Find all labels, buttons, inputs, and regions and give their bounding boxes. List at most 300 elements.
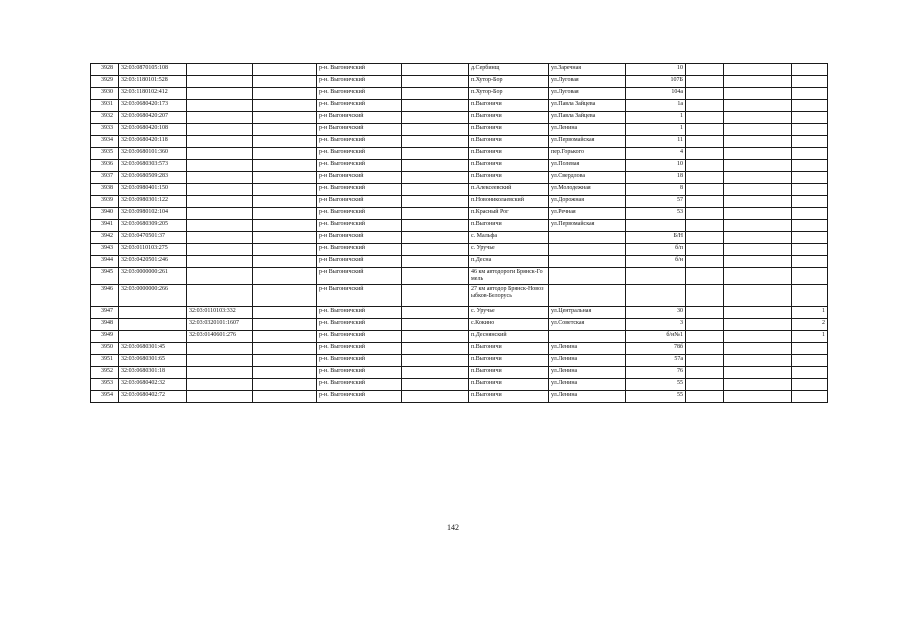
cadastral-number-alt-cell <box>187 88 253 100</box>
region-cell: р-н. Выгоничский <box>317 208 402 220</box>
cadastral-number-cell: 32:03:0680420:173 <box>119 100 187 112</box>
empty-cell <box>253 232 317 244</box>
settlement-cell: д.Сербинщ <box>469 64 549 76</box>
empty-cell <box>686 268 724 285</box>
cadastral-number-cell: 32:03:0000000:266 <box>119 285 187 307</box>
cadastral-number-alt-cell <box>187 64 253 76</box>
street-cell: ул.Павла Зайцева <box>549 100 626 112</box>
table-row <box>91 343 828 355</box>
region-cell: р-н Выгоничский <box>317 172 402 184</box>
table-row <box>91 136 828 148</box>
property-register-table <box>90 63 828 403</box>
empty-cell <box>686 220 724 232</box>
table-row <box>91 208 828 220</box>
row-number-cell: 3952 <box>91 367 119 379</box>
house-number-cell: 10 <box>626 160 686 172</box>
empty-cell <box>402 268 469 285</box>
row-number-cell: 3945 <box>91 268 119 285</box>
empty-cell <box>402 124 469 136</box>
house-number-cell <box>626 220 686 232</box>
cadastral-number-alt-cell <box>187 172 253 184</box>
table-row <box>91 88 828 100</box>
cadastral-number-alt-cell <box>187 379 253 391</box>
settlement-cell: п.Новониколаевский <box>469 196 549 208</box>
extra-value-cell: 1 <box>792 307 828 319</box>
table-row <box>91 319 828 331</box>
empty-cell <box>724 100 792 112</box>
empty-cell <box>402 64 469 76</box>
empty-cell <box>402 112 469 124</box>
cadastral-number-cell: 32:03:0420501:246 <box>119 256 187 268</box>
extra-value-cell <box>792 76 828 88</box>
street-cell: ул.Первомайская <box>549 220 626 232</box>
street-cell <box>549 268 626 285</box>
house-number-cell: 1 <box>626 112 686 124</box>
empty-cell <box>686 184 724 196</box>
row-number-cell: 3951 <box>91 355 119 367</box>
empty-cell <box>253 343 317 355</box>
settlement-cell: с. Уручье <box>469 307 549 319</box>
row-number-cell: 3947 <box>91 307 119 319</box>
empty-cell <box>724 331 792 343</box>
settlement-cell: п.Десна <box>469 256 549 268</box>
house-number-cell: 57 <box>626 196 686 208</box>
settlement-cell: п.Хутор-Бор <box>469 88 549 100</box>
house-number-cell: 4 <box>626 148 686 160</box>
house-number-cell: 8 <box>626 184 686 196</box>
empty-cell <box>686 256 724 268</box>
street-cell: пер.Горького <box>549 148 626 160</box>
row-number-cell: 3938 <box>91 184 119 196</box>
table-row <box>91 268 828 285</box>
house-number-cell: 57а <box>626 355 686 367</box>
cadastral-number-alt-cell <box>187 148 253 160</box>
settlement-cell: п.Выгоничи <box>469 343 549 355</box>
street-cell <box>549 244 626 256</box>
house-number-cell: Б/Н <box>626 232 686 244</box>
street-cell: ул.Ленина <box>549 367 626 379</box>
extra-value-cell <box>792 256 828 268</box>
empty-cell <box>253 148 317 160</box>
house-number-cell: 107Б <box>626 76 686 88</box>
street-cell: ул.Луговая <box>549 88 626 100</box>
settlement-cell: п.Выгоничи <box>469 379 549 391</box>
empty-cell <box>724 112 792 124</box>
settlement-cell: п.Выгоничи <box>469 100 549 112</box>
region-cell: р-н. Выгоничский <box>317 88 402 100</box>
row-number-cell: 3953 <box>91 379 119 391</box>
empty-cell <box>686 307 724 319</box>
cadastral-number-cell: 32:03:0680509:283 <box>119 172 187 184</box>
empty-cell <box>253 367 317 379</box>
empty-cell <box>402 379 469 391</box>
cadastral-number-cell: 32:03:0680420:108 <box>119 124 187 136</box>
empty-cell <box>686 379 724 391</box>
empty-cell <box>724 379 792 391</box>
region-cell: р-н Выгоничский <box>317 196 402 208</box>
cadastral-number-alt-cell <box>187 160 253 172</box>
region-cell: р-н. Выгоничский <box>317 220 402 232</box>
house-number-cell: 55 <box>626 391 686 403</box>
empty-cell <box>686 124 724 136</box>
empty-cell <box>724 196 792 208</box>
extra-value-cell <box>792 343 828 355</box>
table-row <box>91 367 828 379</box>
extra-value-cell: 2 <box>792 319 828 331</box>
cadastral-number-alt-cell <box>187 196 253 208</box>
row-number-cell: 3941 <box>91 220 119 232</box>
empty-cell <box>253 172 317 184</box>
region-cell: р-н Выгоничский <box>317 124 402 136</box>
row-number-cell: 3930 <box>91 88 119 100</box>
row-number-cell: 3948 <box>91 319 119 331</box>
street-cell <box>549 256 626 268</box>
empty-cell <box>686 319 724 331</box>
extra-value-cell <box>792 184 828 196</box>
empty-cell <box>402 220 469 232</box>
cadastral-number-alt-cell <box>187 244 253 256</box>
empty-cell <box>253 208 317 220</box>
house-number-cell: 104а <box>626 88 686 100</box>
empty-cell <box>724 172 792 184</box>
region-cell: р-н. Выгоничский <box>317 367 402 379</box>
house-number-cell: 76 <box>626 367 686 379</box>
extra-value-cell <box>792 148 828 160</box>
settlement-cell: п.Выгоничи <box>469 367 549 379</box>
table-row <box>91 172 828 184</box>
street-cell: ул.Ленина <box>549 124 626 136</box>
empty-cell <box>402 307 469 319</box>
extra-value-cell <box>792 244 828 256</box>
cadastral-number-cell: 32:03:0680402:32 <box>119 379 187 391</box>
cadastral-number-cell: 32:03:0680420:118 <box>119 136 187 148</box>
extra-value-cell <box>792 160 828 172</box>
cadastral-number-alt-cell <box>187 391 253 403</box>
empty-cell <box>253 244 317 256</box>
house-number-cell: 30 <box>626 307 686 319</box>
empty-cell <box>686 64 724 76</box>
empty-cell <box>724 124 792 136</box>
empty-cell <box>402 244 469 256</box>
cadastral-number-cell: 32:03:0680420:207 <box>119 112 187 124</box>
settlement-cell: с.Кокино <box>469 319 549 331</box>
empty-cell <box>253 220 317 232</box>
empty-cell <box>724 208 792 220</box>
empty-cell <box>686 88 724 100</box>
empty-cell <box>724 220 792 232</box>
cadastral-number-cell <box>119 307 187 319</box>
empty-cell <box>402 285 469 307</box>
empty-cell <box>724 148 792 160</box>
empty-cell <box>402 256 469 268</box>
cadastral-number-cell: 32:03:0680303:573 <box>119 160 187 172</box>
empty-cell <box>724 367 792 379</box>
extra-value-cell <box>792 285 828 307</box>
street-cell: ул.Ленина <box>549 343 626 355</box>
settlement-cell: п.Выгоничи <box>469 136 549 148</box>
cadastral-number-alt-cell <box>187 256 253 268</box>
settlement-cell: п.Выгоничи <box>469 355 549 367</box>
extra-value-cell <box>792 136 828 148</box>
row-number-cell: 3943 <box>91 244 119 256</box>
extra-value-cell <box>792 232 828 244</box>
street-cell: ул.Ленина <box>549 379 626 391</box>
extra-value-cell <box>792 355 828 367</box>
empty-cell <box>686 208 724 220</box>
empty-cell <box>253 355 317 367</box>
settlement-cell: п.Выгоничи <box>469 172 549 184</box>
empty-cell <box>686 244 724 256</box>
table-row <box>91 100 828 112</box>
extra-value-cell <box>792 367 828 379</box>
house-number-cell: 1а <box>626 100 686 112</box>
cadastral-number-cell <box>119 331 187 343</box>
empty-cell <box>402 160 469 172</box>
settlement-cell: с. Уручье <box>469 244 549 256</box>
cadastral-number-cell: 32:03:0980301:122 <box>119 196 187 208</box>
street-cell: ул.Советская <box>549 319 626 331</box>
row-number-cell: 3954 <box>91 391 119 403</box>
empty-cell <box>253 160 317 172</box>
empty-cell <box>402 172 469 184</box>
cadastral-number-cell: 32:03:0680301:18 <box>119 367 187 379</box>
empty-cell <box>253 136 317 148</box>
cadastral-number-alt-cell: 32:03:0110103:332 <box>187 307 253 319</box>
cadastral-number-cell: 32:03:0680402:72 <box>119 391 187 403</box>
table-row <box>91 64 828 76</box>
cadastral-number-cell: 32:03:0980102:104 <box>119 208 187 220</box>
empty-cell <box>253 196 317 208</box>
cadastral-number-alt-cell <box>187 208 253 220</box>
region-cell: р-н. Выгоничский <box>317 331 402 343</box>
empty-cell <box>253 100 317 112</box>
empty-cell <box>402 331 469 343</box>
table-row <box>91 220 828 232</box>
region-cell: р-н. Выгоничский <box>317 391 402 403</box>
empty-cell <box>686 160 724 172</box>
settlement-cell: п.Выгоничи <box>469 220 549 232</box>
street-cell: ул.Центральная <box>549 307 626 319</box>
table-row <box>91 307 828 319</box>
empty-cell <box>686 196 724 208</box>
extra-value-cell: 1 <box>792 331 828 343</box>
house-number-cell <box>626 285 686 307</box>
extra-value-cell <box>792 208 828 220</box>
table-row <box>91 232 828 244</box>
empty-cell <box>402 76 469 88</box>
settlement-cell: п.Хутор-Бор <box>469 76 549 88</box>
cadastral-number-alt-cell: 32:03:0140601:276 <box>187 331 253 343</box>
empty-cell <box>686 343 724 355</box>
empty-cell <box>724 391 792 403</box>
empty-cell <box>253 331 317 343</box>
house-number-cell: 18 <box>626 172 686 184</box>
empty-cell <box>402 355 469 367</box>
house-number-cell: б/н <box>626 256 686 268</box>
house-number-cell: 11 <box>626 136 686 148</box>
row-number-cell: 3946 <box>91 285 119 307</box>
cadastral-number-cell: 32:03:0680301:65 <box>119 355 187 367</box>
cadastral-number-alt-cell <box>187 100 253 112</box>
settlement-cell: п.Деснянский <box>469 331 549 343</box>
street-cell: ул.Дорожная <box>549 196 626 208</box>
empty-cell <box>253 379 317 391</box>
cadastral-number-alt-cell <box>187 367 253 379</box>
settlement-cell: п.Выгоничи <box>469 391 549 403</box>
row-number-cell: 3937 <box>91 172 119 184</box>
cadastral-number-alt-cell <box>187 124 253 136</box>
empty-cell <box>402 391 469 403</box>
street-cell: ул.Луговая <box>549 76 626 88</box>
empty-cell <box>724 244 792 256</box>
cadastral-number-alt-cell <box>187 136 253 148</box>
empty-cell <box>724 343 792 355</box>
empty-cell <box>724 160 792 172</box>
empty-cell <box>724 88 792 100</box>
cadastral-number-alt-cell <box>187 76 253 88</box>
empty-cell <box>724 184 792 196</box>
empty-cell <box>402 184 469 196</box>
empty-cell <box>402 88 469 100</box>
row-number-cell: 3935 <box>91 148 119 160</box>
empty-cell <box>253 319 317 331</box>
empty-cell <box>253 391 317 403</box>
row-number-cell: 3944 <box>91 256 119 268</box>
extra-value-cell <box>792 220 828 232</box>
street-cell <box>549 331 626 343</box>
cadastral-number-cell: 32:03:1180101:528 <box>119 76 187 88</box>
table-row <box>91 148 828 160</box>
house-number-cell: 1 <box>626 124 686 136</box>
extra-value-cell <box>792 379 828 391</box>
empty-cell <box>686 391 724 403</box>
empty-cell <box>402 232 469 244</box>
extra-value-cell <box>792 112 828 124</box>
cadastral-number-cell: 32:03:0470501:37 <box>119 232 187 244</box>
cadastral-number-alt-cell <box>187 285 253 307</box>
empty-cell <box>686 112 724 124</box>
region-cell: р-н. Выгоничский <box>317 343 402 355</box>
region-cell: р-н Выгоничский <box>317 285 402 307</box>
house-number-cell: б/п <box>626 244 686 256</box>
table-row <box>91 196 828 208</box>
empty-cell <box>253 184 317 196</box>
empty-cell <box>402 136 469 148</box>
table-row <box>91 244 828 256</box>
region-cell: р-н. Выгоничский <box>317 379 402 391</box>
table-row <box>91 124 828 136</box>
empty-cell <box>724 76 792 88</box>
cadastral-number-cell: 32:03:0980401:150 <box>119 184 187 196</box>
region-cell: р-н Выгоничский <box>317 232 402 244</box>
settlement-cell: п.Выгоничи <box>469 112 549 124</box>
empty-cell <box>686 285 724 307</box>
cadastral-number-alt-cell <box>187 112 253 124</box>
street-cell <box>549 285 626 307</box>
region-cell: р-н Выгоничский <box>317 268 402 285</box>
row-number-cell: 3928 <box>91 64 119 76</box>
cadastral-number-cell: 32:03:0870105:108 <box>119 64 187 76</box>
region-cell: р-н Выгоничский <box>317 256 402 268</box>
table-row <box>91 256 828 268</box>
empty-cell <box>402 319 469 331</box>
cadastral-number-cell: 32:03:0680301:45 <box>119 343 187 355</box>
region-cell: р-н. Выгоничский <box>317 184 402 196</box>
empty-cell <box>402 148 469 160</box>
region-cell: р-н. Выгоничский <box>317 136 402 148</box>
house-number-cell: б/н№1 <box>626 331 686 343</box>
street-cell: ул.Свердлова <box>549 172 626 184</box>
empty-cell <box>253 256 317 268</box>
house-number-cell: 53 <box>626 208 686 220</box>
empty-cell <box>724 307 792 319</box>
house-number-cell: 55 <box>626 379 686 391</box>
empty-cell <box>253 88 317 100</box>
region-cell: р-н. Выгоничский <box>317 64 402 76</box>
cadastral-number-cell: 32:03:0110103:275 <box>119 244 187 256</box>
empty-cell <box>402 100 469 112</box>
settlement-cell: п.Выгоничи <box>469 148 549 160</box>
region-cell: р-н. Выгоничский <box>317 100 402 112</box>
empty-cell <box>724 136 792 148</box>
cadastral-number-cell: 32:03:1180102:412 <box>119 88 187 100</box>
street-cell: ул.Речная <box>549 208 626 220</box>
house-number-cell: 78б <box>626 343 686 355</box>
row-number-cell: 3949 <box>91 331 119 343</box>
table-row <box>91 379 828 391</box>
empty-cell <box>402 196 469 208</box>
extra-value-cell <box>792 100 828 112</box>
region-cell: р-н. Выгоничский <box>317 148 402 160</box>
table-row <box>91 355 828 367</box>
region-cell: р-н. Выгоничский <box>317 307 402 319</box>
empty-cell <box>253 124 317 136</box>
settlement-cell: п.Красный Рог <box>469 208 549 220</box>
table-row <box>91 112 828 124</box>
empty-cell <box>724 256 792 268</box>
empty-cell <box>402 343 469 355</box>
empty-cell <box>686 136 724 148</box>
cadastral-number-alt-cell <box>187 268 253 285</box>
empty-cell <box>686 355 724 367</box>
street-cell: ул.Ленина <box>549 391 626 403</box>
region-cell: р-н. Выгоничский <box>317 244 402 256</box>
region-cell: р-н. Выгоничский <box>317 319 402 331</box>
cadastral-number-alt-cell: 32:03:0320101:1607 <box>187 319 253 331</box>
row-number-cell: 3931 <box>91 100 119 112</box>
empty-cell <box>724 319 792 331</box>
extra-value-cell <box>792 64 828 76</box>
empty-cell <box>253 268 317 285</box>
cadastral-number-alt-cell <box>187 343 253 355</box>
table-row <box>91 285 828 307</box>
empty-cell <box>724 355 792 367</box>
empty-cell <box>686 76 724 88</box>
street-cell: ул.Павла Зайцева <box>549 112 626 124</box>
row-number-cell: 3940 <box>91 208 119 220</box>
table-row <box>91 76 828 88</box>
row-number-cell: 3939 <box>91 196 119 208</box>
cadastral-number-alt-cell <box>187 232 253 244</box>
settlement-cell: п.Выгоничи <box>469 160 549 172</box>
empty-cell <box>402 367 469 379</box>
extra-value-cell <box>792 172 828 184</box>
empty-cell <box>253 64 317 76</box>
extra-value-cell <box>792 196 828 208</box>
street-cell: ул.Заречная <box>549 64 626 76</box>
empty-cell <box>724 268 792 285</box>
empty-cell <box>686 367 724 379</box>
